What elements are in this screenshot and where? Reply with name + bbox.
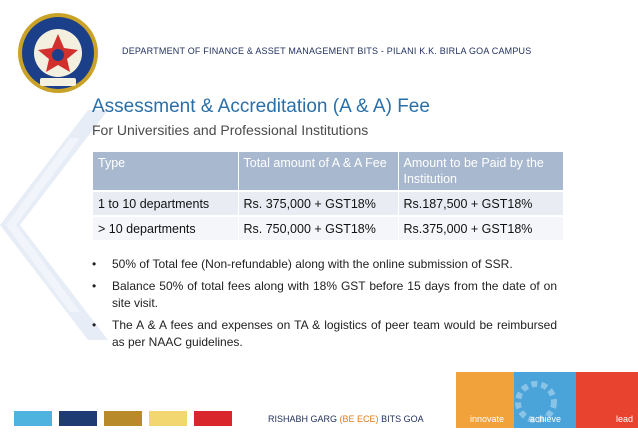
table-cell: 1 to 10 departments	[93, 191, 238, 216]
department-header: DEPARTMENT OF FINANCE & ASSET MANAGEMENT BITS - PILANI K.K. BIRLA GOA CAMPUS	[122, 46, 532, 56]
bullet-icon: •	[92, 318, 97, 332]
table-row	[93, 191, 563, 216]
author-name: RISHABH GARG	[268, 414, 338, 424]
bullet-icon: •	[92, 257, 97, 271]
footer-square-5	[194, 411, 232, 426]
banner-word-innovate: innovate	[470, 414, 505, 424]
list-item	[92, 278, 557, 312]
footer-author	[268, 414, 424, 424]
bits-pilani-seal-icon	[17, 12, 99, 94]
footer-square-2	[59, 411, 97, 426]
column-header: Type	[93, 152, 238, 191]
bullet-text: The A & A fees and expenses on TA & logistics of peer team would be reimbursed as per NAAC guidelines.	[112, 318, 557, 349]
column-header: Total amount of A & A Fee	[238, 152, 398, 191]
list-item	[92, 317, 557, 351]
institute-logo	[17, 12, 99, 94]
table-cell: Rs. 375,000 + GST18%	[238, 191, 398, 216]
bullet-text: Balance 50% of total fees along with 18% GST before 15 days from the date of on site visit.	[112, 279, 557, 310]
list-item	[92, 256, 557, 273]
footer-square-3	[104, 411, 142, 426]
table-row	[93, 216, 563, 240]
table-cell: > 10 departments	[93, 216, 238, 240]
table-cell: Rs. 750,000 + GST18%	[238, 216, 398, 240]
bullet-icon: •	[92, 279, 97, 293]
footer-square-1	[14, 411, 52, 426]
table-header-row	[93, 152, 563, 191]
motto-banner	[456, 372, 638, 428]
fee-table	[93, 152, 563, 240]
table-cell: Rs.187,500 + GST18%	[398, 191, 563, 216]
footer-square-4	[149, 411, 187, 426]
table-cell: Rs.375,000 + GST18%	[398, 216, 563, 240]
column-header: Amount to be Paid by the Institution	[398, 152, 563, 191]
author-degree: (BE ECE)	[339, 414, 379, 424]
banner-word-achieve: achieve	[530, 414, 562, 424]
banner-word-lead: lead	[616, 414, 634, 424]
bullet-text: 50% of Total fee (Non-refundable) along with the online submission of SSR.	[112, 257, 513, 271]
bullet-list	[92, 256, 557, 356]
slide-subtitle: For Universities and Professional Institutions	[92, 122, 369, 138]
slide-title: Assessment & Accreditation (A & A) Fee	[92, 96, 430, 117]
author-institute: BITS GOA	[381, 414, 424, 424]
